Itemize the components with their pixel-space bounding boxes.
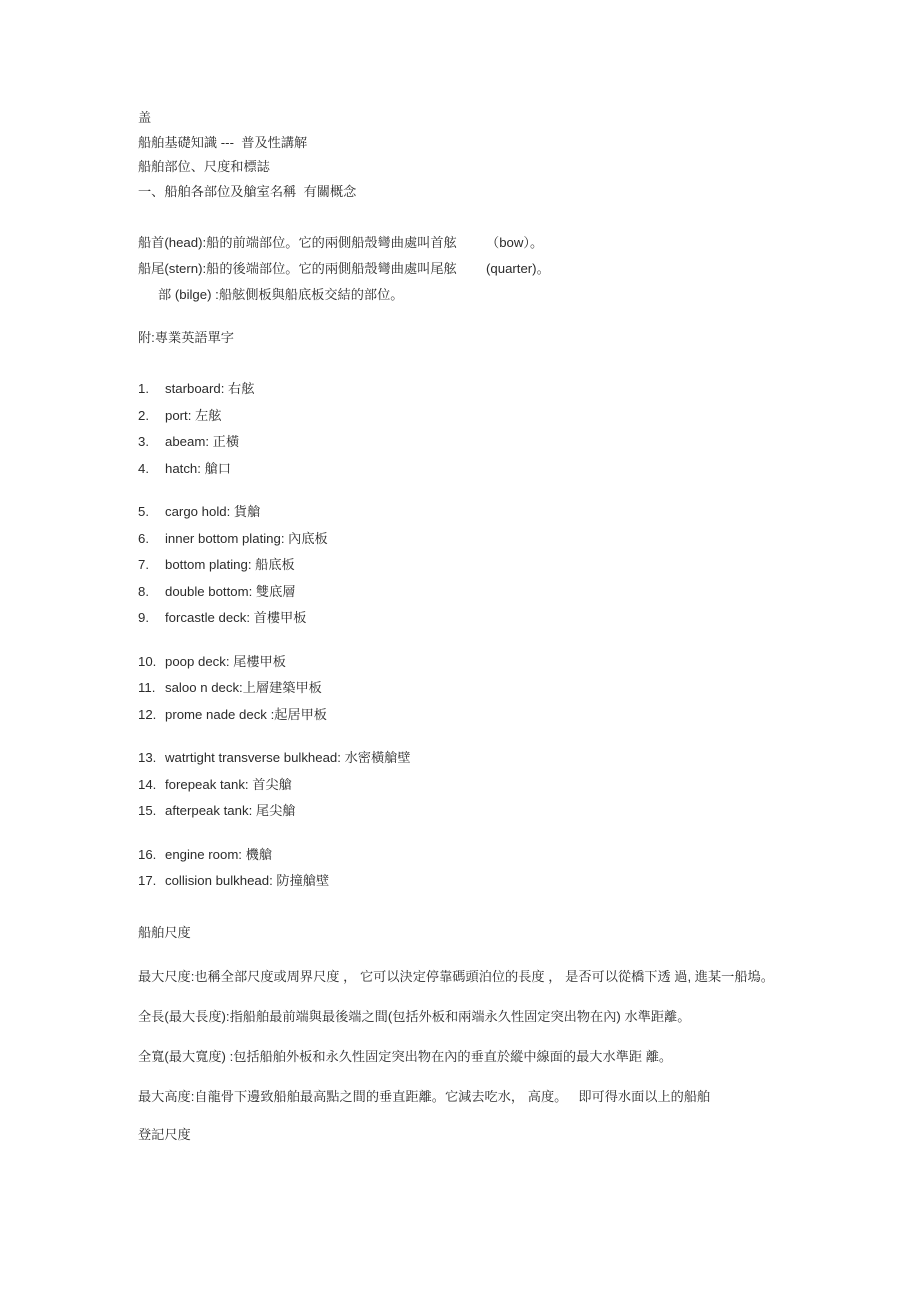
list-item-label: engine room: 機艙 <box>165 846 273 862</box>
spacer <box>138 1071 780 1083</box>
definition-head: 船首(head):船的前端部位。它的兩側船殼彎曲處叫首舷 （bow）。 <box>138 235 544 251</box>
list-item-number: 9. <box>138 610 149 626</box>
list-item-label: saloo n deck:上層建築甲板 <box>165 680 322 696</box>
list-item-label: hatch: 艙口 <box>165 460 231 476</box>
spacer <box>138 204 780 230</box>
definition-stern: 船尾(stern):船的後端部位。它的兩側船殼彎曲處叫尾舷 (quarter)。 <box>138 261 550 277</box>
list-item-number: 3. <box>138 434 149 450</box>
list-item-number: 17. <box>138 873 157 889</box>
list-item-number: 2. <box>138 407 149 423</box>
list-item <box>138 429 780 456</box>
list-item <box>138 675 780 702</box>
list-item-label: abeam: 正橫 <box>165 434 240 450</box>
list-item-number: 8. <box>138 583 149 599</box>
list-item-number: 14. <box>138 776 157 792</box>
list-item-label: poop deck: 尾樓甲板 <box>165 653 286 669</box>
title-line-subject: 船舶基礎知識 --- 普及性講解 <box>138 134 308 150</box>
list-item <box>138 772 780 799</box>
list-item-label: collision bulkhead: 防撞艙壁 <box>165 873 330 889</box>
list-item <box>138 499 780 526</box>
list-item-number: 1. <box>138 381 149 397</box>
spacer <box>138 1031 780 1043</box>
list-item <box>138 702 780 729</box>
title-block <box>138 106 780 204</box>
list-item-number: 5. <box>138 504 149 520</box>
list-item-label: double bottom: 雙底層 <box>165 583 296 599</box>
registered-dimensions-heading: 登記尺度 <box>138 1126 191 1142</box>
list-item-label: prome nade deck :起居甲板 <box>165 706 327 722</box>
list-item-number: 16. <box>138 846 157 862</box>
spacer <box>138 1111 780 1123</box>
list-item-label: cargo hold: 貨艙 <box>165 504 261 520</box>
list-item-label: forcastle deck: 首樓甲板 <box>165 610 307 626</box>
spacer <box>138 945 780 963</box>
list-item-number: 11. <box>138 680 156 696</box>
spacer <box>138 895 780 921</box>
list-item <box>138 552 780 579</box>
title-line-section-one: 一、船舶各部位及艙室名稱 有關概念 <box>138 183 357 199</box>
list-item-label: starboard: 右舷 <box>165 381 255 397</box>
list-item <box>138 649 780 676</box>
list-item <box>138 745 780 772</box>
definitions-block <box>138 230 780 308</box>
spacer <box>138 350 780 376</box>
attachment-heading: 附:專業英語單字 <box>138 330 234 346</box>
list-item-number: 4. <box>138 460 149 476</box>
list-item-number: 13. <box>138 750 157 766</box>
list-item-label: bottom plating: 船底板 <box>165 557 295 573</box>
list-item <box>138 842 780 869</box>
list-item <box>138 376 780 403</box>
list-item <box>138 579 780 606</box>
dimensions-heading: 船舶尺度 <box>138 924 191 940</box>
list-item <box>138 868 780 895</box>
spacer <box>138 991 780 1003</box>
list-item-label: forepeak tank: 首尖艙 <box>165 776 292 792</box>
list-item <box>138 456 780 483</box>
glossary-list <box>138 376 780 895</box>
title-line-topic: 船舶部位、尺度和標誌 <box>138 159 270 175</box>
list-item-label: inner bottom plating: 內底板 <box>165 530 328 546</box>
paragraph-overall-breadth: 全寬(最大寬度) :包括船舶外板和永久性固定突出物在內的垂直於縱中線面的最大水準距 離。 <box>138 1048 673 1064</box>
paragraph-max-dimension: 最大尺度:也稱全部尺度或周界尺度 ， 它可以決定停靠碼頭泊位的長度 ， 是否可以從橋下透 過, 進某一船塢。 <box>138 968 774 984</box>
list-item-label: afterpeak tank: 尾尖艙 <box>165 803 296 819</box>
list-item-number: 6. <box>138 530 149 546</box>
list-item-number: 15. <box>138 803 157 819</box>
title-line-cover: 盖 <box>138 110 152 125</box>
paragraph-max-height: 最大高度:自龍骨下邊致船舶最高點之間的垂直距離。它減去吃水， 高度。 即可得水面以上的船舶 <box>138 1088 711 1104</box>
list-item <box>138 526 780 553</box>
list-item <box>138 798 780 825</box>
list-item-number: 7. <box>138 557 149 573</box>
list-item <box>138 403 780 430</box>
list-item-label: watrtight transverse bulkhead: 水密橫艙壁 <box>165 750 411 766</box>
list-item-number: 10. <box>138 653 157 669</box>
paragraph-overall-length: 全長(最大長度):指船舶最前端與最後端之間(包括外板和兩端永久性固定突出物在內) 水準距離。 <box>138 1008 691 1024</box>
list-item <box>138 605 780 632</box>
definition-bilge: 部 (bilge) :船舷側板與船底板交結的部位。 <box>158 287 404 303</box>
spacer <box>138 308 780 326</box>
list-item-number: 12. <box>138 706 157 722</box>
list-item-label: port: 左舷 <box>165 407 222 423</box>
